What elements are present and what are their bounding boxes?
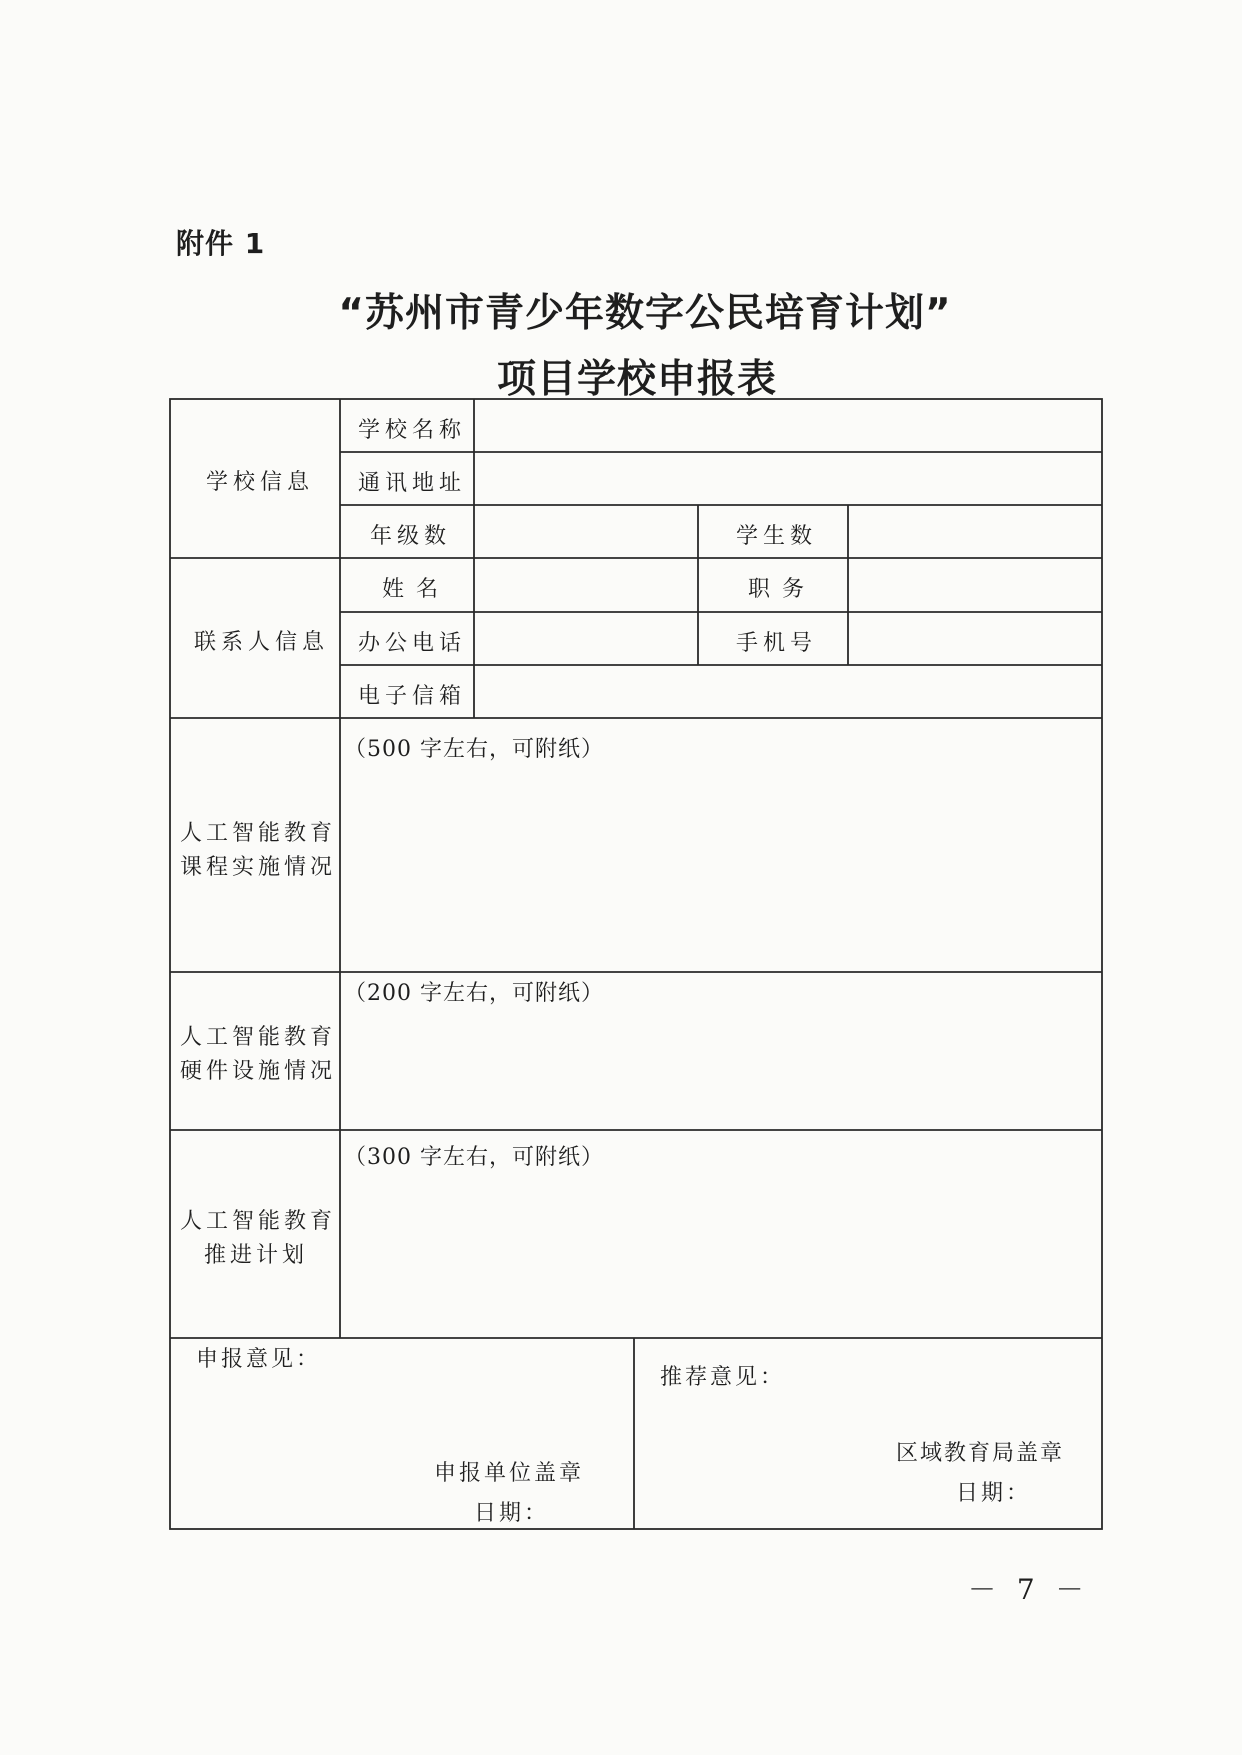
attachment-label: 附件 1 bbox=[176, 227, 266, 260]
mobile-label: 手机号 bbox=[736, 631, 818, 656]
school-name-input[interactable] bbox=[476, 401, 1100, 450]
school-info-label: 学校信息 bbox=[206, 470, 315, 495]
form-subtitle: 项目学校申报表 bbox=[496, 357, 777, 402]
address-label: 通讯地址 bbox=[358, 471, 467, 496]
hardware-note: （200 字左右，可附纸） bbox=[344, 981, 604, 1006]
apply-date-label: 日期： bbox=[474, 1501, 550, 1526]
school-name-label: 学校名称 bbox=[358, 418, 467, 443]
contact-name-label: 姓名 bbox=[382, 577, 451, 602]
apply-seal-label: 申报单位盖章 bbox=[434, 1461, 585, 1486]
mobile-input[interactable] bbox=[850, 614, 1100, 663]
contact-name-input[interactable] bbox=[476, 560, 696, 610]
grades-input[interactable] bbox=[476, 507, 696, 556]
hardware-label-line2: 硬件设施情况 bbox=[180, 1059, 337, 1084]
page-number: － 7 － bbox=[968, 1573, 1090, 1606]
position-label: 职务 bbox=[748, 577, 817, 602]
recommend-date-label: 日期： bbox=[956, 1481, 1032, 1506]
recommend-seal-label: 区域教育局盖章 bbox=[896, 1441, 1065, 1466]
courses-label-line2: 课程实施情况 bbox=[180, 855, 337, 880]
email-label: 电子信箱 bbox=[358, 684, 467, 709]
recommend-opinion-label: 推荐意见： bbox=[660, 1365, 786, 1390]
courses-label-line1: 人工智能教育 bbox=[180, 821, 337, 846]
plan-label-line1: 人工智能教育 bbox=[180, 1209, 337, 1234]
grades-label: 年级数 bbox=[370, 524, 452, 549]
office-phone-input[interactable] bbox=[476, 614, 696, 663]
contact-info-label: 联系人信息 bbox=[194, 630, 330, 655]
form-title: “苏州市青少年数字公民培育计划” bbox=[338, 291, 952, 336]
plan-label-line2: 推进计划 bbox=[204, 1243, 309, 1268]
students-label: 学生数 bbox=[736, 524, 818, 549]
apply-opinion-label: 申报意见： bbox=[196, 1347, 322, 1372]
email-input[interactable] bbox=[476, 667, 1100, 716]
address-input[interactable] bbox=[476, 454, 1100, 503]
hardware-label-line1: 人工智能教育 bbox=[180, 1025, 337, 1050]
position-input[interactable] bbox=[850, 560, 1100, 610]
office-phone-label: 办公电话 bbox=[358, 631, 467, 656]
courses-note: （500 字左右，可附纸） bbox=[344, 737, 604, 762]
students-input[interactable] bbox=[850, 507, 1100, 556]
plan-note: （300 字左右，可附纸） bbox=[344, 1145, 604, 1170]
